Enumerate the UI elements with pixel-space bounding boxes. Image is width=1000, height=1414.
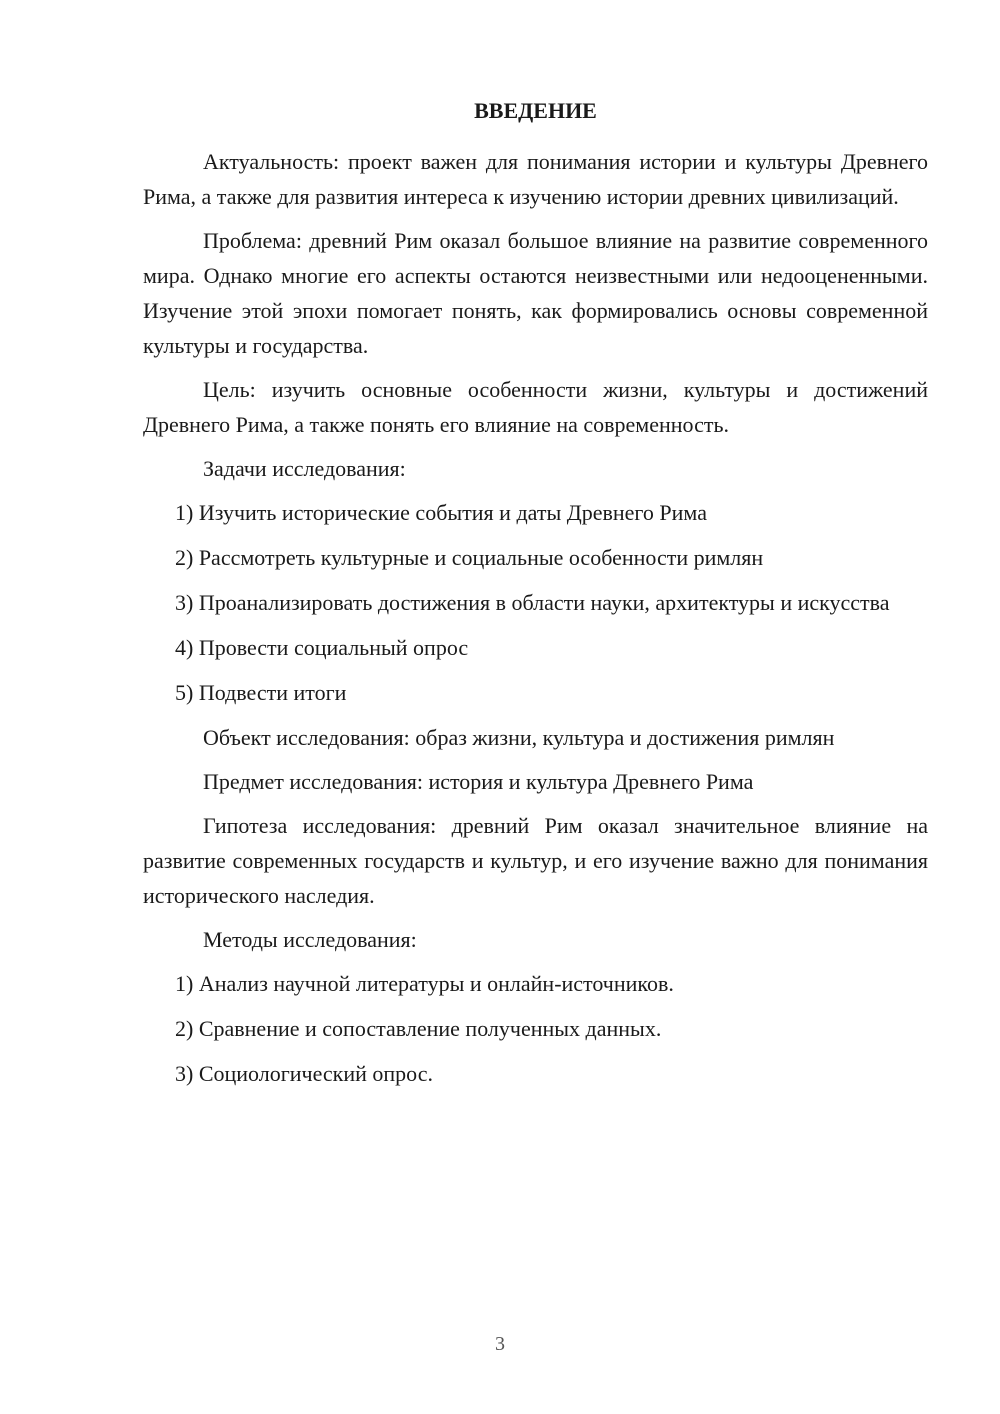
- relevance-paragraph: Актуальность: проект важен для понимания истории и культуры Древнего Рима, а также для развития интереса к изучению истории древних цивилизаций.: [143, 149, 928, 209]
- task-item-5: 5) Подвести итоги: [175, 680, 347, 705]
- task-item-4: 4) Провести социальный опрос: [175, 635, 469, 660]
- tasks-heading: Задачи исследования:: [203, 456, 406, 481]
- hypothesis-paragraph: Гипотеза исследования: древний Рим оказал значительное влияние на развитие современных государств и культур, и его изучение важно для понимания исторического наследия.: [143, 813, 928, 908]
- method-item-3: 3) Социологический опрос.: [175, 1061, 433, 1086]
- object-paragraph: Объект исследования: образ жизни, культура и достижения римлян: [203, 725, 835, 750]
- method-item-2: 2) Сравнение и сопоставление полученных данных.: [175, 1016, 662, 1041]
- method-item-1: 1) Анализ научной литературы и онлайн-источников.: [175, 971, 674, 996]
- goal-paragraph: Цель: изучить основные особенности жизни, культуры и достижений Древнего Рима, а также понять его влияние на современность.: [143, 377, 928, 437]
- methods-heading: Методы исследования:: [203, 927, 417, 952]
- task-item-3: 3) Проанализировать достижения в области науки, архитектуры и искусства: [175, 590, 890, 615]
- problem-paragraph: Проблема: древний Рим оказал большое влияние на развитие современного мира. Однако многие его аспекты остаются неизвестными или недооцененными. Изучение этой эпохи помогает понять, как формировались основы современной культуры и государства.: [143, 228, 928, 358]
- task-item-1: 1) Изучить исторические события и даты Древнего Рима: [175, 500, 707, 525]
- page-number: 3: [495, 1333, 505, 1355]
- page-title: ВВЕДЕНИЕ: [474, 98, 597, 123]
- subject-paragraph: Предмет исследования: история и культура Древнего Рима: [203, 769, 754, 794]
- task-item-2: 2) Рассмотреть культурные и социальные особенности римлян: [175, 545, 764, 570]
